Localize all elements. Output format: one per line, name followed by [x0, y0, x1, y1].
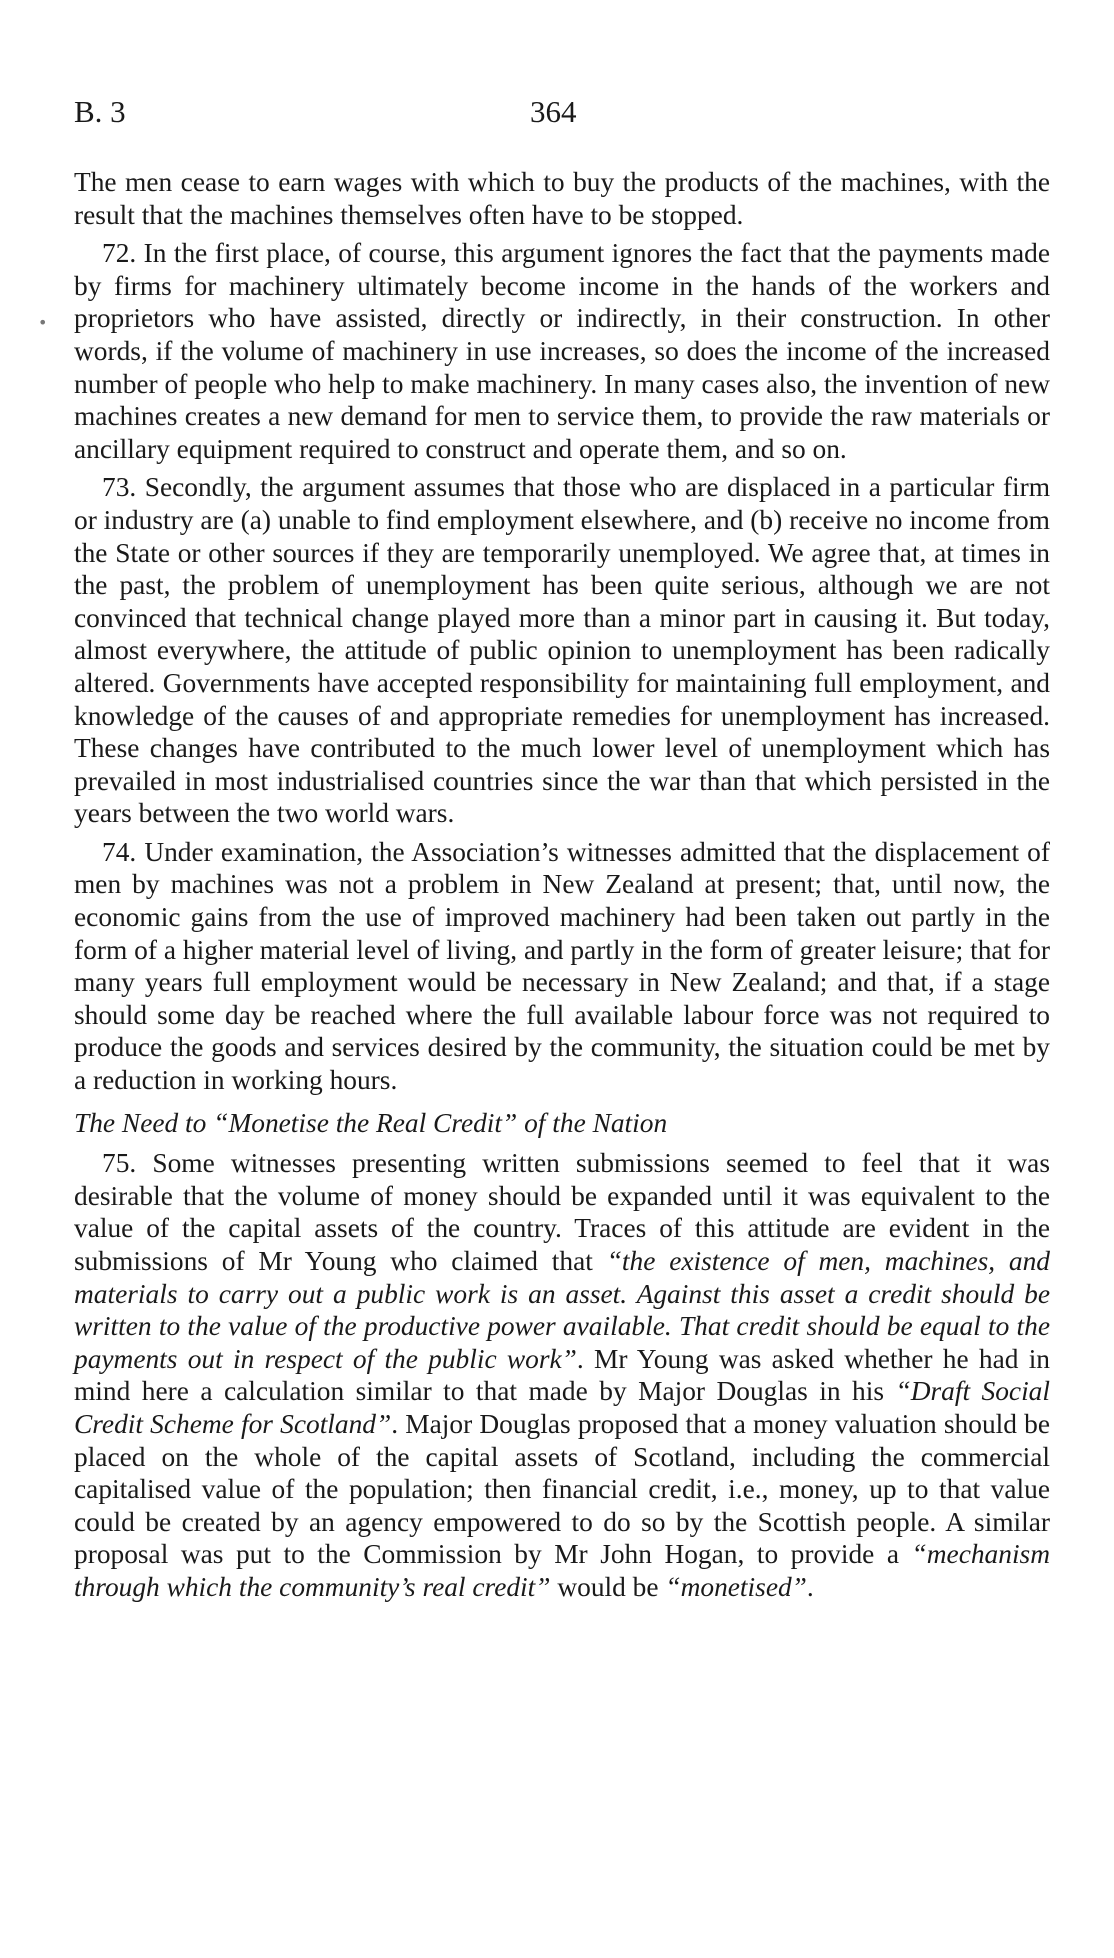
quote-douglas-title: “Draft Social Credit Scheme for Scotland”	[74, 1376, 1050, 1439]
section-heading: The Need to “Monetise the Real Credit” of the Nation	[74, 1107, 668, 1138]
document-page	[74, 90, 1050, 1610]
document-reference: B. 3	[74, 94, 126, 129]
paragraph-continuation: The men cease to earn wages with which to buy the products of the machines, with the result that the machines themselves often have to be stopped.	[74, 167, 1050, 230]
paragraph-75-text-4: would be	[550, 1571, 666, 1602]
paragraph-75-text-3: . Major Douglas proposed that a money valuation should be placed on the whole of the capital assets of Scotland, including the commercial capitalised value of the population; then financial credit, i.e., money, up to that value could be created by an agency empowered to do so by the Scottish people. A similar proposal was put to the Commission by Mr John Hogan, to provide a	[74, 1408, 1050, 1570]
paragraph-72: 72. In the first place, of course, this argument ignores the fact that the payments made by firms for machinery ultimately become income in the hands of the workers and proprietors who have assisted, directly or indirectly, in their construction. In other words, if the volume of machinery in use increases, so does the income of the increased number of people who help to make machinery. In many cases also, the invention of new machines creates a new demand for men to service them, to provide the raw materials or ancillary equipment required to construct and operate them, and so on.	[74, 238, 1050, 464]
body-text	[74, 166, 1050, 1604]
paragraph-75-text-2: . Mr Young was asked whether he had in mind here a calculation similar to that made by Major Douglas in his	[74, 1343, 1050, 1407]
paragraph-75-text-5: .	[806, 1571, 814, 1602]
paragraph-74: 74. Under examination, the Association’s witnesses admitted that the displacement of men by machines was not a problem in New Zealand at present; that, until now, the economic gains from the use of improved machinery had been taken out partly in the form of a higher material level of living, and partly in the form of greater leisure; that for many years full employment would be necessary in New Zealand; and that, if a stage should some day be reached where the full available labour force was not required to produce the goods and services desired by the community, the situation could be met by a reduction in working hours.	[74, 836, 1050, 1096]
quote-hogan: “mechanism through which the community’s real credit”	[74, 1539, 1050, 1602]
margin-mark: •	[38, 313, 48, 332]
paragraph-75-text-1: 75. Some witnesses presenting written submissions seemed to feel that it was desirable that the volume of money should be expanded until it was equivalent to the value of the capital assets of the country. Traces of this attitude are evident in the submissions of Mr Young who claimed that	[74, 1148, 1050, 1276]
page-number: 364	[530, 94, 577, 129]
paragraph-75	[74, 1147, 1050, 1603]
quote-young: “the existence of men, machines, and materials to carry out a public work is an asset. Against this asset a credit should be written to the value of the productive power available. That credit should be equal to the payments out in respect of the public work”	[74, 1246, 1050, 1374]
quote-monetised: “monetised”	[665, 1571, 807, 1602]
page-header	[74, 90, 1050, 134]
paragraph-73: 73. Secondly, the argument assumes that those who are displaced in a particular firm or industry are (a) unable to find employment elsewhere, and (b) receive no income from the State or other sources if they are temporarily unemployed. We agree that, at times in the past, the problem of unemployment has been quite serious, although we are not convinced that technical change played more than a minor part in causing it. But today, almost everywhere, the attitude of public opinion to unemployment has been radically altered. Governments have accepted responsibility for maintaining full employment, and knowledge of the causes of and appropriate remedies for unemployment has increased. These changes have contributed to the much lower level of unemployment which has prevailed in most industrialised countries since the war than that which persisted in the years between the two world wars.	[74, 472, 1050, 829]
